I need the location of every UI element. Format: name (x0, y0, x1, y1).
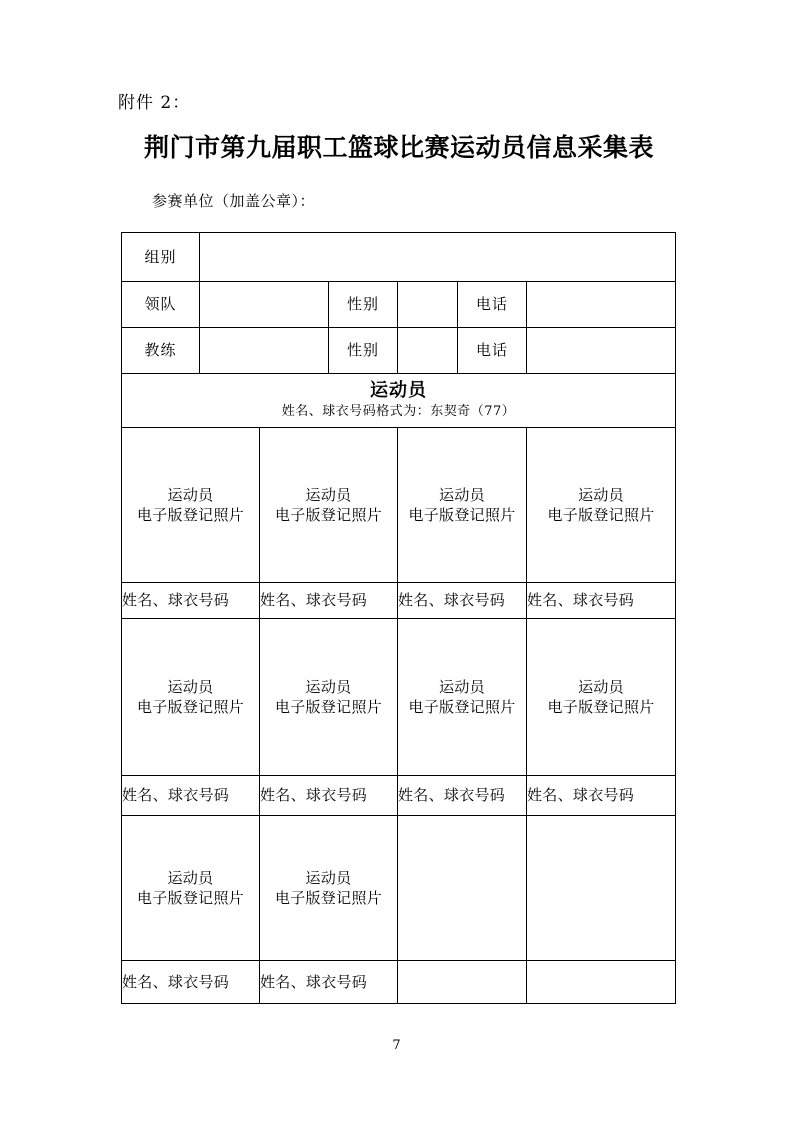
photo-placeholder-line2: 电子版登记照片 (408, 698, 516, 716)
leader-phone-label-cell: 电话 (458, 282, 527, 328)
photo-placeholder-line1: 运动员 (578, 677, 624, 696)
photo-cell[interactable] (527, 428, 676, 583)
attachment-label: 附件 2： (118, 93, 191, 113)
photo-placeholder-line2: 电子版登记照片 (136, 698, 245, 716)
group-label-cell: 组别 (122, 233, 200, 282)
table-row-group (122, 233, 676, 282)
name-number-cell[interactable]: 姓名、球衣号码 (398, 583, 527, 619)
photo-cell[interactable] (122, 428, 260, 583)
table-row-names-2 (122, 776, 676, 816)
name-number-cell[interactable]: 姓名、球衣号码 (122, 583, 260, 619)
photo-placeholder-line2: 电子版登记照片 (547, 506, 655, 524)
athlete-section-subtitle: 姓名、球衣号码格式为：东契奇（77） (281, 404, 516, 420)
name-number-cell-empty[interactable] (527, 961, 676, 1004)
photo-cell[interactable] (260, 428, 398, 583)
photo-placeholder-line1: 运动员 (439, 485, 485, 504)
photo-placeholder-line1: 运动员 (167, 485, 214, 504)
photo-placeholder-line2: 电子版登记照片 (274, 698, 383, 716)
table-row-photos-1 (122, 428, 676, 583)
table-row-coach (122, 328, 676, 374)
photo-placeholder-line2: 电子版登记照片 (136, 506, 245, 524)
name-number-cell[interactable]: 姓名、球衣号码 (122, 776, 260, 816)
page-number: 7 (392, 1038, 401, 1053)
coach-label-cell: 教练 (122, 328, 200, 374)
group-value-cell[interactable] (200, 233, 676, 282)
name-number-cell[interactable]: 姓名、球衣号码 (527, 776, 676, 816)
name-number-cell[interactable]: 姓名、球衣号码 (398, 776, 527, 816)
table-row-photos-2 (122, 619, 676, 776)
athlete-info-table (121, 232, 676, 1004)
participating-unit-label: 参赛单位（加盖公章）： (152, 192, 316, 210)
coach-phone-label-cell: 电话 (458, 328, 527, 374)
coach-gender-value-cell[interactable] (398, 328, 458, 374)
photo-cell-empty[interactable] (398, 816, 527, 961)
athlete-section-title: 运动员 (370, 379, 428, 401)
leader-label-cell: 领队 (122, 282, 200, 328)
name-number-cell[interactable]: 姓名、球衣号码 (527, 583, 676, 619)
name-number-cell-empty[interactable] (398, 961, 527, 1004)
table-row-names-3 (122, 961, 676, 1004)
photo-cell[interactable] (260, 619, 398, 776)
name-number-cell[interactable]: 姓名、球衣号码 (260, 776, 398, 816)
photo-placeholder-line2: 电子版登记照片 (547, 698, 655, 716)
leader-phone-value-cell[interactable] (527, 282, 676, 328)
leader-gender-value-cell[interactable] (398, 282, 458, 328)
photo-placeholder-line1: 运动员 (167, 677, 214, 696)
table-row-photos-3 (122, 816, 676, 961)
name-number-cell[interactable]: 姓名、球衣号码 (260, 961, 398, 1004)
coach-gender-label-cell: 性别 (329, 328, 398, 374)
leader-name-value-cell[interactable] (200, 282, 329, 328)
name-number-cell[interactable]: 姓名、球衣号码 (122, 961, 260, 1004)
photo-placeholder-line1: 运动员 (305, 677, 352, 696)
photo-placeholder-line1: 运动员 (305, 868, 352, 887)
photo-placeholder-line1: 运动员 (439, 677, 485, 696)
coach-name-value-cell[interactable] (200, 328, 329, 374)
photo-cell[interactable] (398, 428, 527, 583)
coach-phone-value-cell[interactable] (527, 328, 676, 374)
table-row-athlete-section (122, 374, 676, 428)
table-row-leader (122, 282, 676, 328)
photo-cell[interactable] (398, 619, 527, 776)
photo-placeholder-line2: 电子版登记照片 (274, 889, 383, 907)
photo-placeholder-line1: 运动员 (167, 868, 214, 887)
photo-cell[interactable] (527, 619, 676, 776)
name-number-cell[interactable]: 姓名、球衣号码 (260, 583, 398, 619)
photo-cell[interactable] (122, 619, 260, 776)
leader-gender-label-cell: 性别 (329, 282, 398, 328)
photo-placeholder-line2: 电子版登记照片 (136, 889, 245, 907)
page-title: 荆门市第九届职工篮球比赛运动员信息采集表 (143, 133, 654, 162)
photo-placeholder-line1: 运动员 (578, 485, 624, 504)
table-row-names-1 (122, 583, 676, 619)
photo-cell-empty[interactable] (527, 816, 676, 961)
photo-placeholder-line2: 电子版登记照片 (274, 506, 383, 524)
photo-placeholder-line2: 电子版登记照片 (408, 506, 516, 524)
photo-placeholder-line1: 运动员 (305, 485, 352, 504)
photo-cell[interactable] (122, 816, 260, 961)
athlete-section-header (122, 374, 676, 428)
photo-cell[interactable] (260, 816, 398, 961)
